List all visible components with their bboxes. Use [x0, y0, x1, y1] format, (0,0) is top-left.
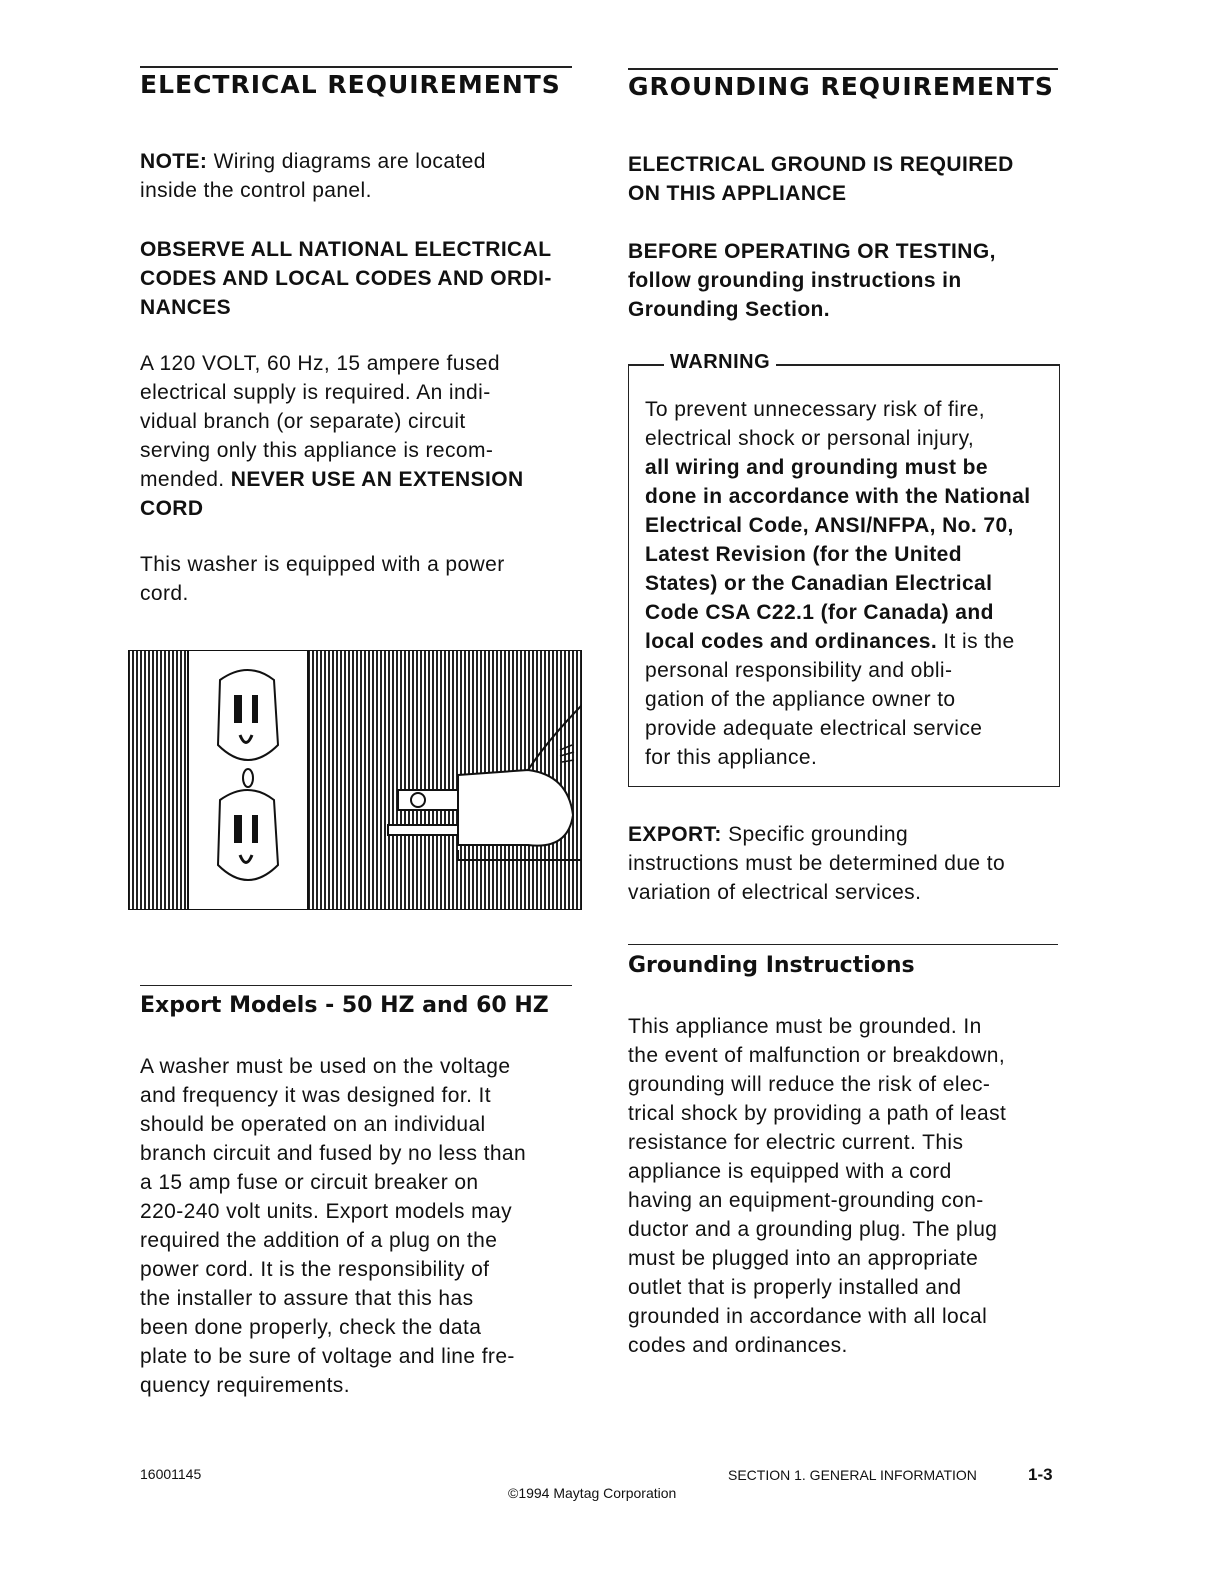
warning-line: Electrical Code, ANSI/NFPA, No. 70,: [645, 514, 1014, 537]
warning-line: done in accordance with the National: [645, 485, 1031, 508]
export-text: Specific grounding: [721, 823, 909, 846]
grounding-instructions-line: ductor and a grounding plug. The plug: [628, 1218, 998, 1241]
cord-line: cord.: [140, 582, 189, 605]
note-paragraph: [140, 147, 580, 205]
warning-line: all wiring and grounding must be: [645, 456, 988, 479]
supply-line: mended.: [140, 468, 231, 491]
electrical-requirements-heading: ELECTRICAL REQUIREMENTS: [140, 70, 561, 99]
export-models-line: and frequency it was designed for. It: [140, 1084, 492, 1107]
export-models-line: plate to be sure of voltage and line fre-: [140, 1345, 515, 1368]
warning-plain-fragment: It is the: [937, 630, 1015, 653]
grounding-instructions-line: This appliance must be grounded. In: [628, 1015, 982, 1038]
export-models-line: quency requirements.: [140, 1374, 350, 1397]
warning-line: Code CSA C22.1 (for Canada) and: [645, 601, 994, 624]
before-line: BEFORE OPERATING OR TESTING,: [628, 240, 996, 263]
page-number: 1-3: [1028, 1465, 1053, 1484]
export-models-line: a 15 amp fuse or circuit breaker on: [140, 1171, 479, 1194]
grounding-instructions-line: grounding will reduce the risk of elec-: [628, 1073, 991, 1096]
before-line: follow grounding instructions in: [628, 269, 962, 292]
export-label: EXPORT:: [628, 823, 722, 846]
warning-line: States) or the Canadian Electrical: [645, 572, 993, 595]
supply-line: serving only this appliance is recom-: [140, 439, 494, 462]
extension-cord-warning-2: CORD: [140, 497, 204, 520]
grounding-instructions-line: having an equipment-grounding con-: [628, 1189, 984, 1212]
heading-rule-left: [140, 66, 572, 68]
receptacle-upper: [218, 670, 278, 760]
warning-line: gation of the appliance owner to: [645, 688, 956, 711]
grounding-instructions-heading: Grounding Instructions: [628, 953, 915, 978]
observe-paragraph: [140, 235, 580, 322]
export-models-line: power cord. It is the responsibility of: [140, 1258, 490, 1281]
grounding-instructions-line: trical shock by providing a path of least: [628, 1102, 1007, 1125]
ground-required-line: ON THIS APPLIANCE: [628, 182, 847, 205]
export-grounding-paragraph: [628, 820, 1068, 907]
note-text-2: inside the control panel.: [140, 179, 372, 202]
supply-line: vidual branch (or separate) circuit: [140, 410, 466, 433]
warning-bold-fragment: local codes and ordinances.: [645, 630, 938, 653]
observe-line: OBSERVE ALL NATIONAL ELECTRICAL: [140, 238, 552, 261]
grounding-instructions-line: appliance is equipped with a cord: [628, 1160, 952, 1183]
export-text-2: instructions must be determined due to: [628, 852, 1006, 875]
ground-required-line: ELECTRICAL GROUND IS REQUIRED: [628, 153, 1014, 176]
grounding-instructions-line: codes and ordinances.: [628, 1334, 848, 1357]
cord-paragraph: [140, 550, 580, 608]
receptacle-lower: [218, 790, 278, 880]
observe-line: CODES AND LOCAL CODES AND ORDI-: [140, 267, 552, 290]
warning-text: [645, 395, 1057, 772]
grounding-instructions-paragraph: [628, 1012, 1068, 1360]
warning-line: electrical shock or personal injury,: [645, 427, 975, 450]
grounding-instructions-line: the event of malfunction or breakdown,: [628, 1044, 1006, 1067]
before-operating-paragraph: [628, 237, 1068, 324]
heading-rule-right: [628, 68, 1058, 70]
warning-line: personal responsibility and obli-: [645, 659, 953, 682]
note-text: Wiring diagrams are located: [207, 150, 486, 173]
warning-line: To prevent unnecessary risk of fire,: [645, 398, 986, 421]
export-models-line: branch circuit and fused by no less than: [140, 1142, 527, 1165]
document-number: 16001145: [140, 1466, 202, 1482]
warning-line: for this appliance.: [645, 746, 818, 769]
cord-line: This washer is equipped with a power: [140, 553, 505, 576]
export-models-line: 220-240 volt units. Export models may: [140, 1200, 512, 1223]
warning-line: [645, 627, 1057, 656]
grounding-requirements-heading: GROUNDING REQUIREMENTS: [628, 72, 1054, 101]
grounding-instructions-line: resistance for electric current. This: [628, 1131, 964, 1154]
warning-line: provide adequate electrical service: [645, 717, 983, 740]
export-models-line: A washer must be used on the voltage: [140, 1055, 511, 1078]
ground-required-paragraph: [628, 150, 1068, 208]
export-models-line: been done properly, check the data: [140, 1316, 482, 1339]
observe-line: NANCES: [140, 296, 232, 319]
export-models-line: the installer to assure that this has: [140, 1287, 474, 1310]
note-label: NOTE:: [140, 150, 208, 173]
section-title: SECTION 1. GENERAL INFORMATION: [728, 1467, 977, 1483]
grounding-instructions-line: must be plugged into an appropriate: [628, 1247, 979, 1270]
export-text-3: variation of electrical services.: [628, 881, 922, 904]
grounding-instructions-rule: [628, 944, 1058, 945]
supply-line: electrical supply is required. An indi-: [140, 381, 491, 404]
export-models-line: required the addition of a plug on the: [140, 1229, 498, 1252]
before-line: Grounding Section.: [628, 298, 831, 321]
extension-cord-warning: NEVER USE AN EXTENSION: [230, 468, 524, 491]
supply-line: A 120 VOLT, 60 Hz, 15 ampere fused: [140, 352, 500, 375]
outlet-plug-illustration: [128, 650, 582, 910]
export-models-paragraph: [140, 1052, 580, 1400]
warning-line: Latest Revision (for the United: [645, 543, 962, 566]
grounding-instructions-line: outlet that is properly installed and: [628, 1276, 962, 1299]
copyright: ©1994 Maytag Corporation: [508, 1485, 677, 1501]
export-models-line: should be operated on an individual: [140, 1113, 486, 1136]
supply-paragraph: [140, 349, 580, 523]
export-models-heading: Export Models - 50 HZ and 60 HZ: [140, 993, 549, 1018]
warning-label: WARNING: [664, 351, 776, 374]
grounding-instructions-line: grounded in accordance with all local: [628, 1305, 988, 1328]
export-models-rule: [140, 985, 572, 986]
